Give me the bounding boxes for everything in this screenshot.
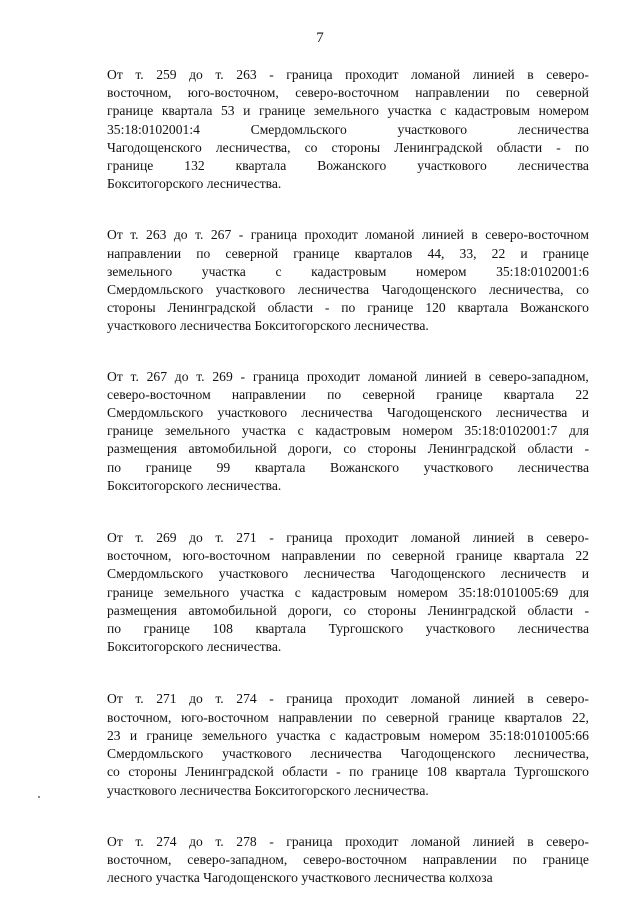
text-line: границе квартала 53 и границе земельного участка с кадастровым номером bbox=[107, 103, 589, 119]
text-line: От т. 267 до т. 269 - граница проходит ломаной линией в северо-западном, bbox=[107, 368, 589, 384]
paragraph bbox=[107, 690, 589, 799]
text-line: границе 132 квартала Вожанского участкового лесничества bbox=[107, 158, 589, 174]
text-line: северо-восточном направлении по северной границе квартала 22 bbox=[107, 386, 589, 402]
text-line: Смердомльского участкового лесничества Чагодощенского лесничества, со bbox=[107, 282, 589, 298]
text-line: Смердомльского участкового лесничества Чагодощенского лесничеств и bbox=[107, 566, 589, 582]
text-line: Бокситогорского лесничества. bbox=[107, 176, 282, 192]
text-line: От т. 263 до т. 267 - граница проходит ломаной линией в северо-восточном bbox=[107, 227, 589, 243]
text-line: по границе 108 квартала Тургошского участкового лесничества bbox=[107, 621, 589, 637]
text-line: Смердомльского участкового лесничества Чагодощенского лесничества и bbox=[107, 405, 589, 421]
text-line: От т. 274 до т. 278 - граница проходит ломаной линией в северо- bbox=[107, 833, 589, 849]
text-line: От т. 269 до т. 271 - граница проходит ломаной линией в северо- bbox=[107, 530, 589, 546]
paragraph bbox=[107, 66, 589, 193]
text-line: размещения автомобильной дороги, со стороны Ленинградской области - bbox=[107, 602, 589, 618]
text-line: От т. 271 до т. 274 - граница проходит ломаной линией в северо- bbox=[107, 691, 589, 707]
text-line: 35:18:0102001:4 Смердомльского участкового лесничества bbox=[107, 121, 589, 137]
text-line: От т. 259 до т. 263 - граница проходит ломаной линией в северо- bbox=[107, 67, 589, 82]
text-line: Чагодощенского лесничества, со стороны Ленинградской области - по bbox=[107, 139, 589, 155]
text-line: по границе 99 квартала Вожанского участкового лесничества bbox=[107, 459, 589, 475]
paragraph bbox=[107, 226, 589, 335]
text-line: направлении по северной границе кварталов 44, 33, 22 и границе bbox=[107, 245, 589, 261]
text-line: восточном, юго-восточном направлении по северной границе кварталов 22, bbox=[107, 709, 589, 725]
text-line: участкового лесничества Бокситогорского лесничества. bbox=[107, 782, 429, 798]
text-line: Бокситогорского лесничества. bbox=[107, 477, 282, 493]
document-body bbox=[107, 66, 589, 919]
text-line: восточном, юго-восточном, северо-восточном направлении по северной bbox=[107, 85, 589, 101]
text-line: Бокситогорского лесничества. bbox=[107, 639, 282, 655]
text-line: 23 и границе земельного участка с кадастровым номером 35:18:0101005:66 bbox=[107, 727, 589, 743]
text-line: стороны Ленинградской области - по границе 120 квартала Вожанского bbox=[107, 300, 589, 316]
text-line: земельного участка с кадастровым номером 35:18:0102001:6 bbox=[107, 263, 589, 279]
text-line: восточном, юго-восточном направлении по северной границе квартала 22 bbox=[107, 548, 589, 564]
scan-speck bbox=[38, 796, 40, 798]
text-line: границе земельного участка с кадастровым номером 35:18:0102001:7 для bbox=[107, 423, 589, 439]
paragraph bbox=[107, 529, 589, 656]
text-line: со стороны Ленинградской области - по границе 108 квартала Тургошского bbox=[107, 764, 589, 780]
text-line: восточном, северо-западном, северо-восточном направлении по границе bbox=[107, 851, 589, 867]
text-line: границе земельного участка с кадастровым номером 35:18:0101005:69 для bbox=[107, 584, 589, 600]
paragraph bbox=[107, 833, 589, 888]
text-line: лесного участка Чагодощенского участкового лесничества колхоза bbox=[107, 870, 493, 886]
paragraph bbox=[107, 368, 589, 495]
text-line: участкового лесничества Бокситогорского лесничества. bbox=[107, 318, 429, 334]
text-line: Смердомльского участкового лесничества Чагодощенского лесничества, bbox=[107, 746, 589, 762]
text-line: размещения автомобильной дороги, со стороны Ленинградской области - bbox=[107, 441, 589, 457]
page-number: 7 bbox=[316, 30, 324, 46]
